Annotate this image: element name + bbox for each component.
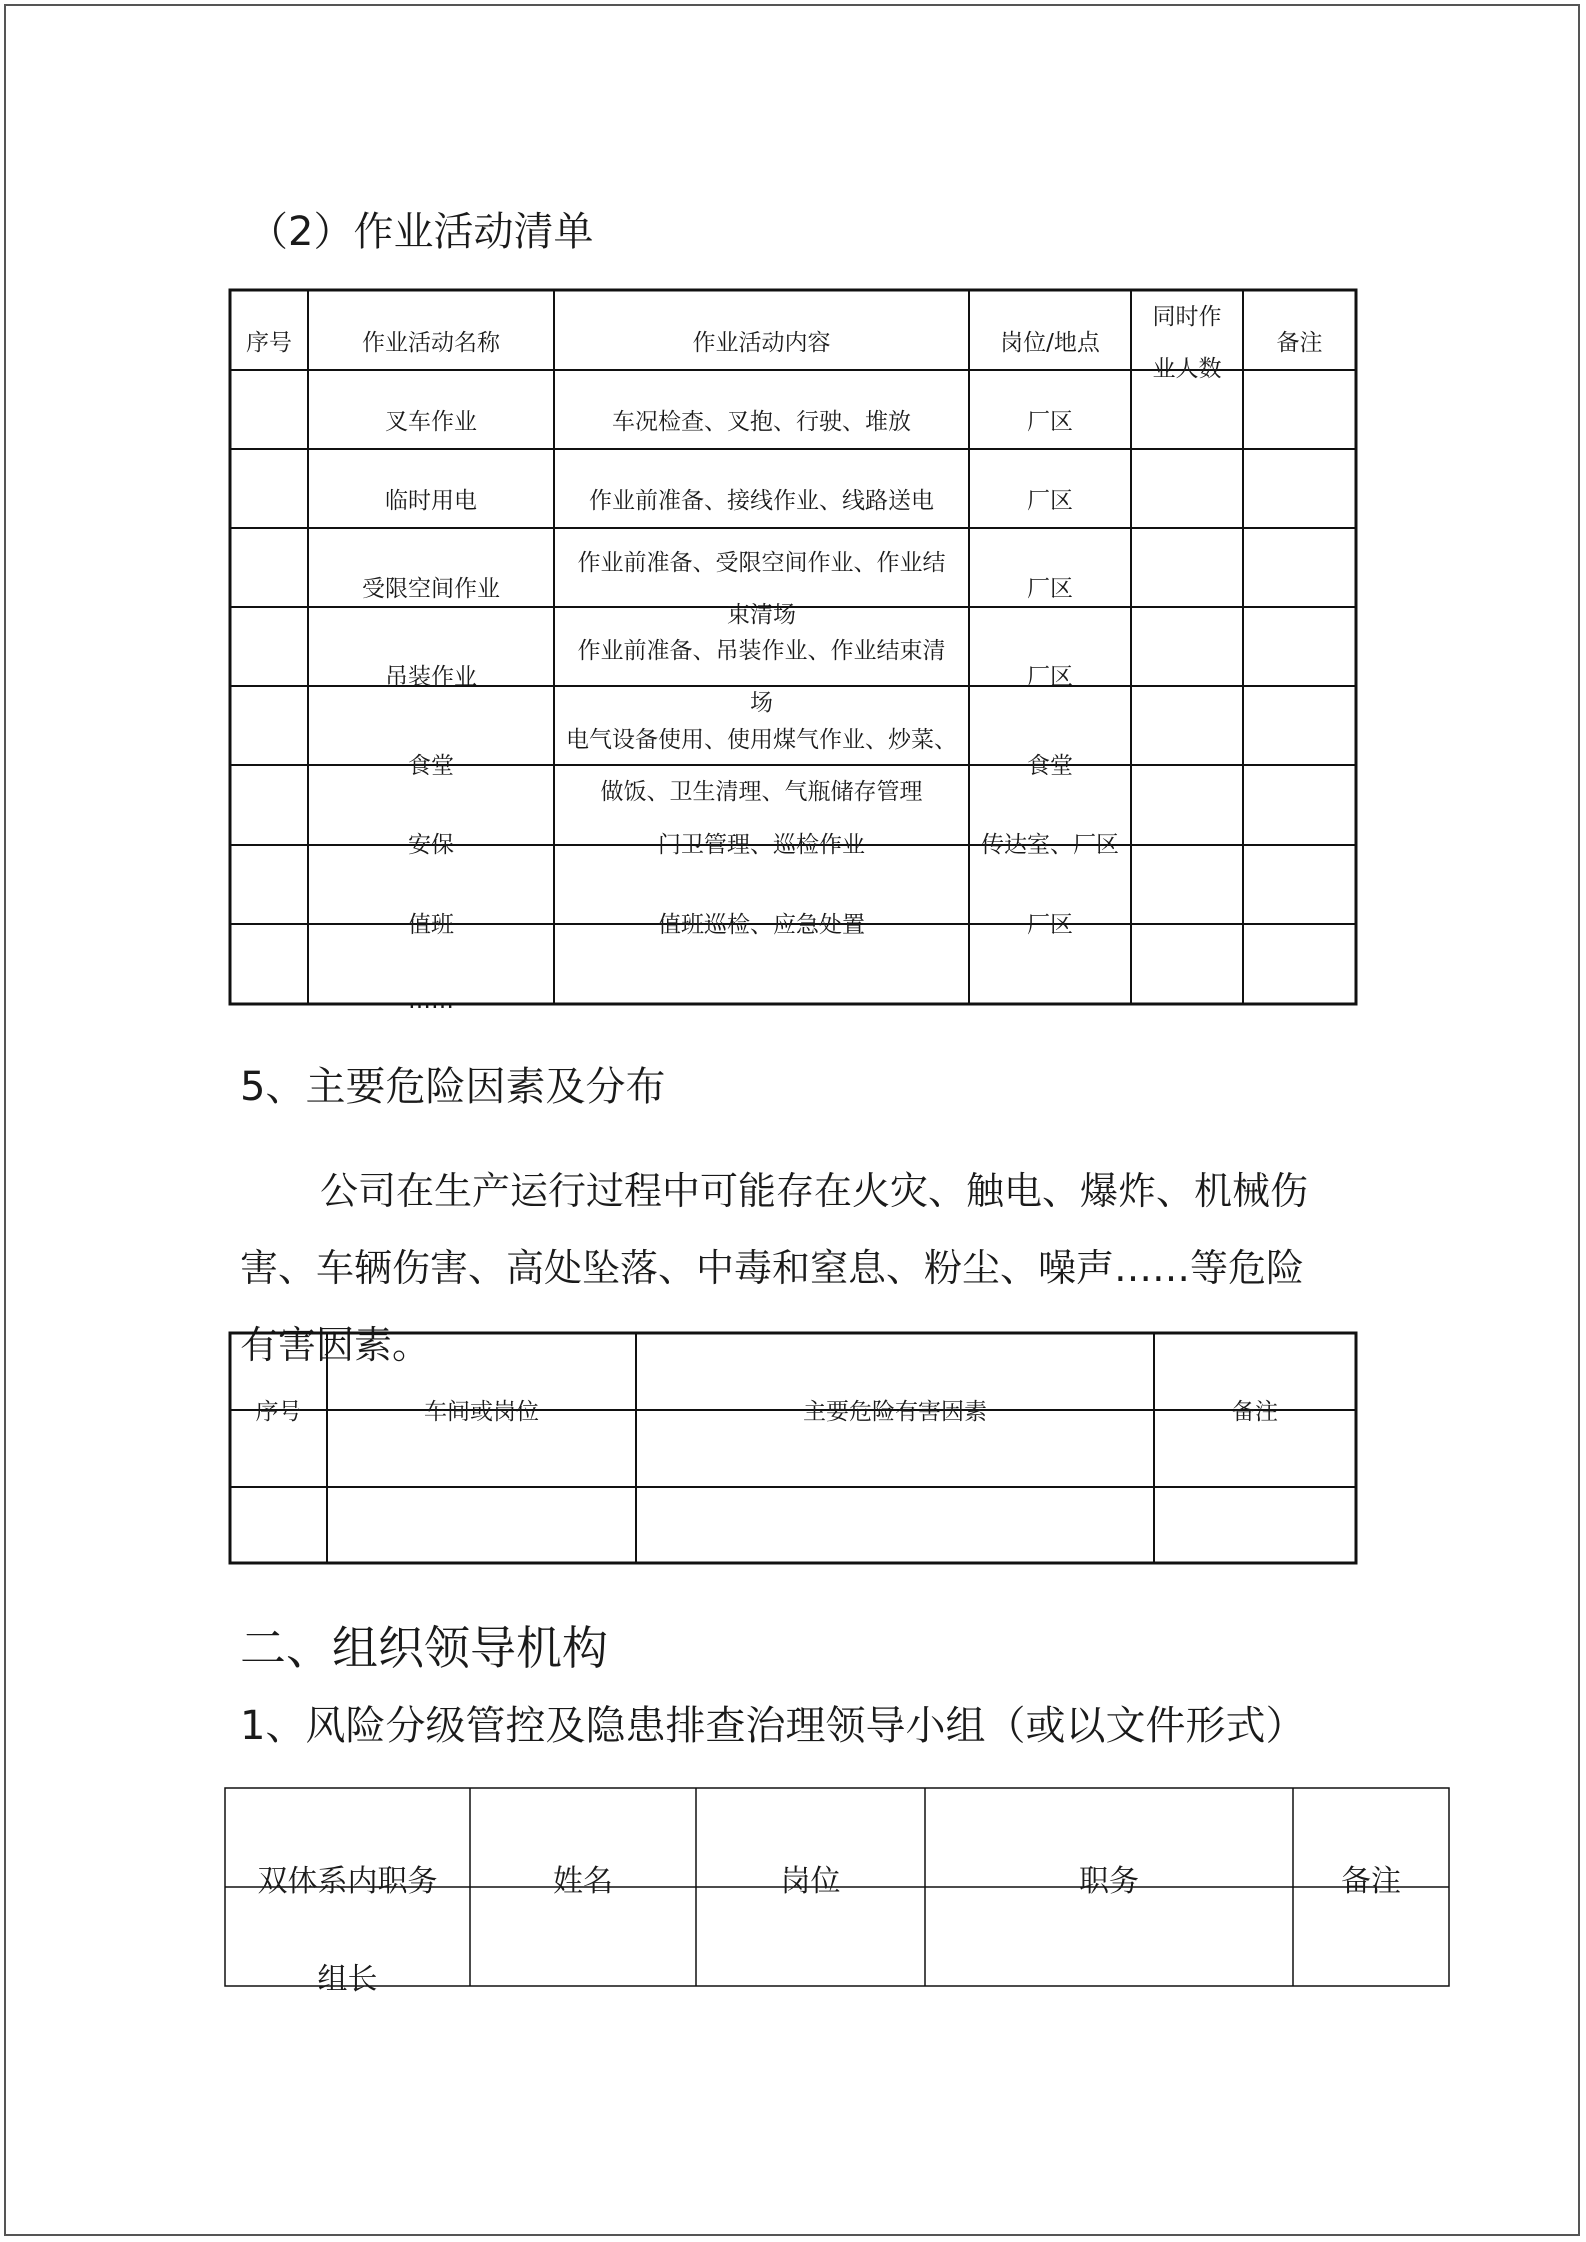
activity-location: 厂区 bbox=[1027, 488, 1073, 514]
header-seq: 序号 bbox=[246, 330, 292, 356]
header-activity-name: 作业活动名称 bbox=[362, 330, 500, 356]
activity-content: 门卫管理、巡检作业 bbox=[658, 832, 865, 858]
header-remark: 备注 bbox=[1276, 330, 1323, 356]
hazards-paragraph-line3: 有害因素。 bbox=[240, 1323, 431, 1367]
hazards-paragraph-line1: 公司在生产运行过程中可能存在火灾、触电、爆炸、机械伤 bbox=[320, 1169, 1309, 1213]
activity-content: 作业前准备、受限空间作业、作业结 bbox=[577, 550, 946, 576]
header-location: 岗位/地点 bbox=[1000, 330, 1100, 356]
organization-subheading: 1、风险分级管控及隐患排查治理领导小组（或以文件形式） bbox=[240, 1703, 1306, 1749]
activity-name: 值班 bbox=[408, 912, 454, 938]
organization-heading: 二、组织领导机构 bbox=[240, 1621, 608, 1675]
activity-location: 厂区 bbox=[1027, 664, 1073, 690]
org-header-name: 姓名 bbox=[553, 1864, 613, 1899]
hazards-paragraph-line2: 害、车辆伤害、高处坠落、中毒和窒息、粉尘、噪声……等危险 bbox=[240, 1246, 1305, 1290]
activity-location: 厂区 bbox=[1027, 576, 1073, 602]
org-header-role: 双体系内职务 bbox=[257, 1864, 438, 1899]
hazards-header-seq: 序号 bbox=[255, 1399, 302, 1425]
org-header-duty: 职务 bbox=[1079, 1864, 1139, 1899]
activity-name: 叉车作业 bbox=[385, 409, 477, 435]
activity-location: 厂区 bbox=[1027, 409, 1073, 435]
hazards-header-factors: 主要危险有害因素 bbox=[803, 1399, 987, 1425]
org-header-post: 岗位 bbox=[780, 1864, 841, 1899]
org-row-role: 组长 bbox=[317, 1962, 378, 1997]
activity-content: 车况检查、叉抱、行驶、堆放 bbox=[612, 409, 911, 435]
hazards-heading: 5、主要危险因素及分布 bbox=[240, 1064, 666, 1110]
hazards-header-remark: 备注 bbox=[1232, 1399, 1278, 1425]
activity-name: 受限空间作业 bbox=[362, 576, 500, 602]
activity-content: 作业前准备、吊装作业、作业结束清 bbox=[577, 638, 946, 664]
activity-content: 作业前准备、接线作业、线路送电 bbox=[589, 488, 934, 514]
activity-content: 电气设备使用、使用煤气作业、炒菜、 bbox=[566, 727, 957, 753]
activity-name: 吊装作业 bbox=[385, 664, 477, 690]
activity-content-cont: 束清场 bbox=[727, 602, 796, 628]
activity-content-cont: 场 bbox=[750, 690, 773, 716]
activity-name: …… bbox=[408, 988, 454, 1014]
activity-content: 值班巡检、应急处置 bbox=[658, 912, 865, 938]
activity-location: 传达室、厂区 bbox=[981, 832, 1119, 858]
activity-content-cont: 做饭、卫生清理、气瓶储存管理 bbox=[600, 779, 923, 805]
activity-location: 食堂 bbox=[1027, 753, 1073, 779]
activity-name: 食堂 bbox=[408, 753, 454, 779]
activity-name: 临时用电 bbox=[385, 488, 477, 514]
org-header-remark: 备注 bbox=[1341, 1864, 1401, 1899]
activity-location: 厂区 bbox=[1027, 912, 1073, 938]
hazards-header-post: 车间或岗位 bbox=[424, 1399, 539, 1425]
header-count-line1: 同时作 bbox=[1152, 304, 1222, 330]
header-activity-content: 作业活动内容 bbox=[692, 330, 831, 356]
activity-name: 安保 bbox=[408, 832, 454, 858]
activity-list-heading: （2）作业活动清单 bbox=[248, 209, 594, 255]
header-count-line2: 业人数 bbox=[1152, 356, 1222, 382]
